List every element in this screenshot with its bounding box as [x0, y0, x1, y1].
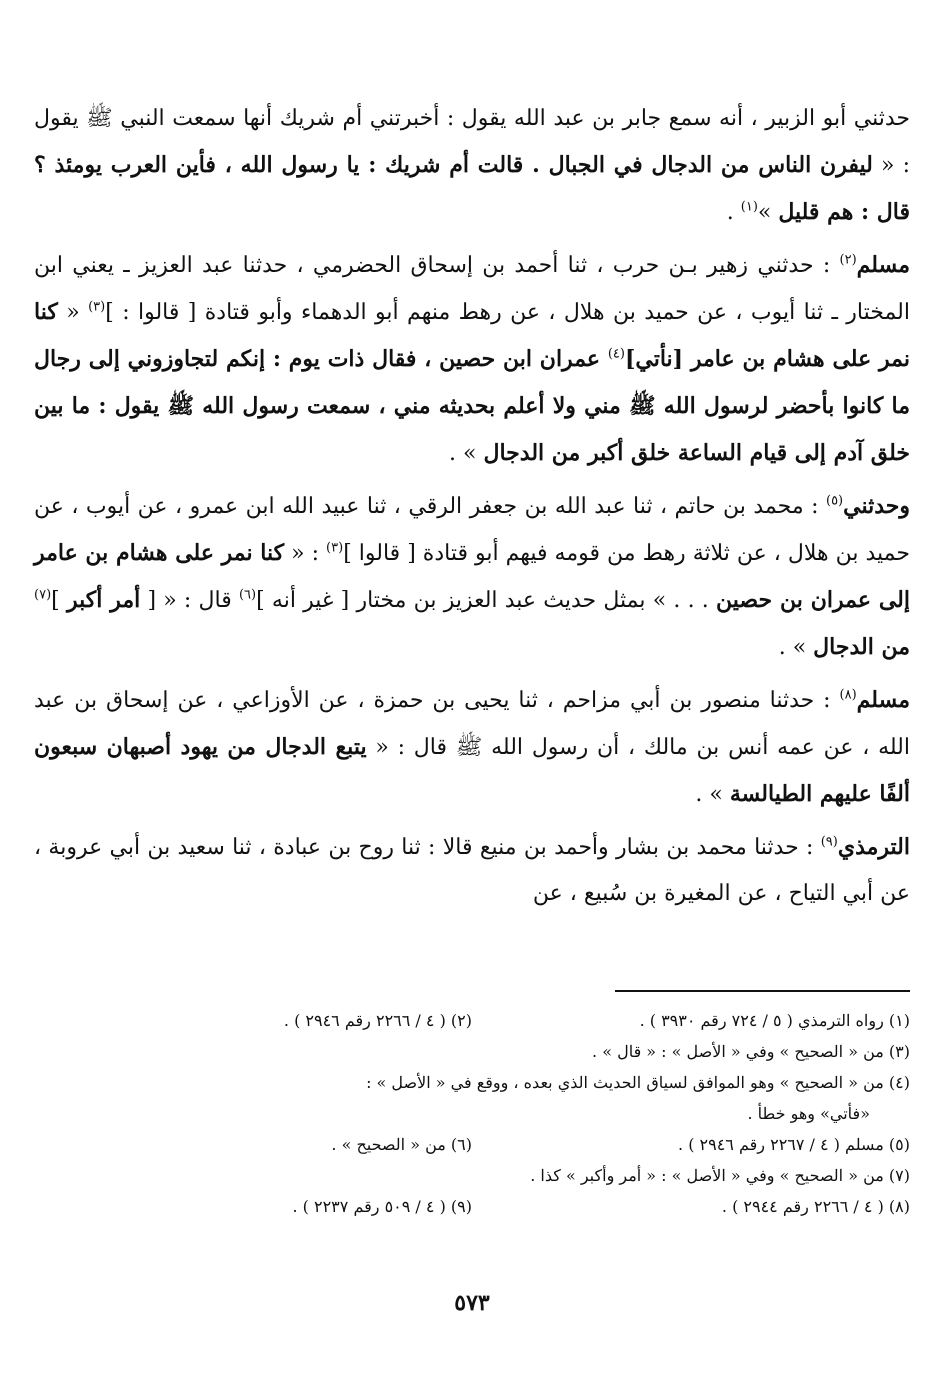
paragraph-text: : حدثنا منصور بن أبي مزاحم ، ثنا يحيى بن حمزة ، عن الأوزاعي ، عن إسحاق بن عبد الله ، عن عمه أنس بن مالك ، أن رسول الله ﷺ قال : «: [34, 688, 910, 760]
footnote-ref: (١): [740, 199, 758, 215]
paragraph-text: ]: [51, 588, 67, 613]
source-name: وحدثني: [843, 493, 910, 519]
paragraph-tail: » .: [778, 635, 814, 660]
source-name: مسلم: [856, 687, 910, 713]
paragraph-text: . . . » بمثل حديث عبد العزيز بن مختار [ غير أنه ]: [256, 588, 717, 613]
paragraph-2: [34, 242, 910, 477]
footnote-ref: (٥): [825, 493, 844, 509]
paragraph-4: [34, 677, 910, 818]
paragraph-tail: » .: [449, 441, 484, 466]
paragraph-text: : محمد بن حاتم ، ثنا عبد الله بن جعفر الرقي ، ثنا عبيد الله ابن عمرو ، عن أيوب ، عن حميد بن هلال ، عن ثلاثة رهط من قومه فيهم أبو قتادة [ قالوا ]: [34, 494, 910, 566]
footnote-ref: (٤): [607, 346, 625, 362]
footnote-ref: (٨): [839, 687, 857, 703]
footnote-8: (٨) ( ٤ / ٢٢٦٦ رقم ٢٩٤٤ ) .: [721, 1197, 910, 1216]
footnote-6: (٦) من « الصحيح » .: [331, 1135, 472, 1154]
footnote-4: (٤) من « الصحيح » وهو الموافق لسياق الحديث الذي بعده ، ووقع في « الأصل » :: [366, 1073, 910, 1092]
footnote-ref: (٦): [238, 587, 257, 603]
source-name: الترمذي: [837, 834, 910, 860]
hadith-text: كنا نمر على هشام بن عامر [نأتي]: [34, 299, 910, 372]
paragraph-text: «: [57, 300, 89, 325]
paragraph-text: : حدثنا محمد بن بشار وأحمد بن منيع قالا : ثنا روح بن عبادة ، ثنا سعيد بن أبي عروبة ، عن أبي التياح ، عن المغيرة بن سُبيع ، عن: [34, 835, 910, 906]
paragraph-text: : «: [284, 541, 327, 566]
paragraph-text: قال : « [: [140, 588, 239, 613]
footnote-1: (١) رواه الترمذي ( ٥ / ٧٢٤ رقم ٣٩٣٠ ) .: [639, 1011, 910, 1030]
footnote-ref: (٧): [34, 587, 52, 603]
footnote-3: (٣) من « الصحيح » وفي « الأصل » : « قال » .: [592, 1042, 910, 1061]
footnote-ref: (٣): [326, 540, 344, 556]
page-number: ٥٧٣: [454, 1290, 490, 1316]
footnote-9: (٩) ( ٤ / ٥٠٩ رقم ٢٢٣٧ ) .: [292, 1197, 472, 1216]
footnote-row: [34, 1191, 910, 1222]
hadith-text: يتبع الدجال من يهود أصبهان سبعون ألفًا عليهم الطيالسة: [34, 734, 910, 807]
main-text: [34, 96, 910, 923]
footnote-5: (٥) مسلم ( ٤ / ٢٢٦٧ رقم ٢٩٤٦ ) .: [678, 1135, 910, 1154]
paragraph-tail: .: [726, 200, 741, 225]
hadith-text: كنا نمر على هشام بن عامر إلى عمران بن حصين: [34, 540, 910, 613]
paragraph-3: [34, 483, 910, 671]
footnotes: [34, 1005, 910, 1222]
paragraph-tail: » .: [695, 782, 730, 807]
hadith-text: أمر أكبر: [66, 587, 141, 613]
footnote-row: [34, 1129, 910, 1160]
footnote-ref: (٣): [88, 299, 106, 315]
footnote-2: (٢) ( ٤ / ٢٢٦٦ رقم ٢٩٤٦ ) .: [283, 1011, 472, 1030]
footnote-ref: (٢): [839, 252, 857, 268]
footnote-divider: [615, 990, 910, 992]
hadith-text: من الدجال: [813, 634, 910, 660]
paragraph-text: : حدثني زهير بـن حرب ، ثنا أحمد بن إسحاق الحضرمي ، حدثنا عبد العزيز ـ يعني ابن المختار ـ ثنا أيوب ، عن حميد بن هلال ، عن رهط منهم أبو الدهماء وأبو قتادة [ قالوا : ]: [34, 253, 910, 325]
footnote-row: [34, 1005, 910, 1036]
hadith-text: عمران ابن حصين ، فقال ذات يوم : إنكم لتجاوزوني إلى رجال ما كانوا بأحضر لرسول الله ﷺ مني ولا أعلم بحديثه مني ، سمعت رسول الله ﷺ يقول : ما بين خلق آدم إلى قيام الساعة خلق أكبر من الدجال: [34, 346, 910, 466]
source-name: مسلم: [856, 252, 910, 278]
paragraph-text: حدثني أبو الزبير ، أنه سمع جابر بن عبد الله يقول : أخبرتني أم شريك أنها سمعت النبي ﷺ يقول : «: [34, 106, 910, 178]
paragraph-1: [34, 96, 910, 236]
footnote-4-continued: «فأتي» وهو خطأ .: [747, 1104, 870, 1123]
footnote-ref: (٩): [820, 834, 838, 850]
paragraph-5: [34, 824, 910, 917]
quote-close: »: [757, 200, 779, 225]
hadith-text: ليفرن الناس من الدجال في الجبال . قالت أم شريك : يا رسول الله ، فأين العرب يومئذ ؟ قال : هم قليل: [34, 152, 910, 225]
footnote-7: (٧) من « الصحيح » وفي « الأصل » : « أمر وأكبر » كذا .: [530, 1166, 910, 1185]
